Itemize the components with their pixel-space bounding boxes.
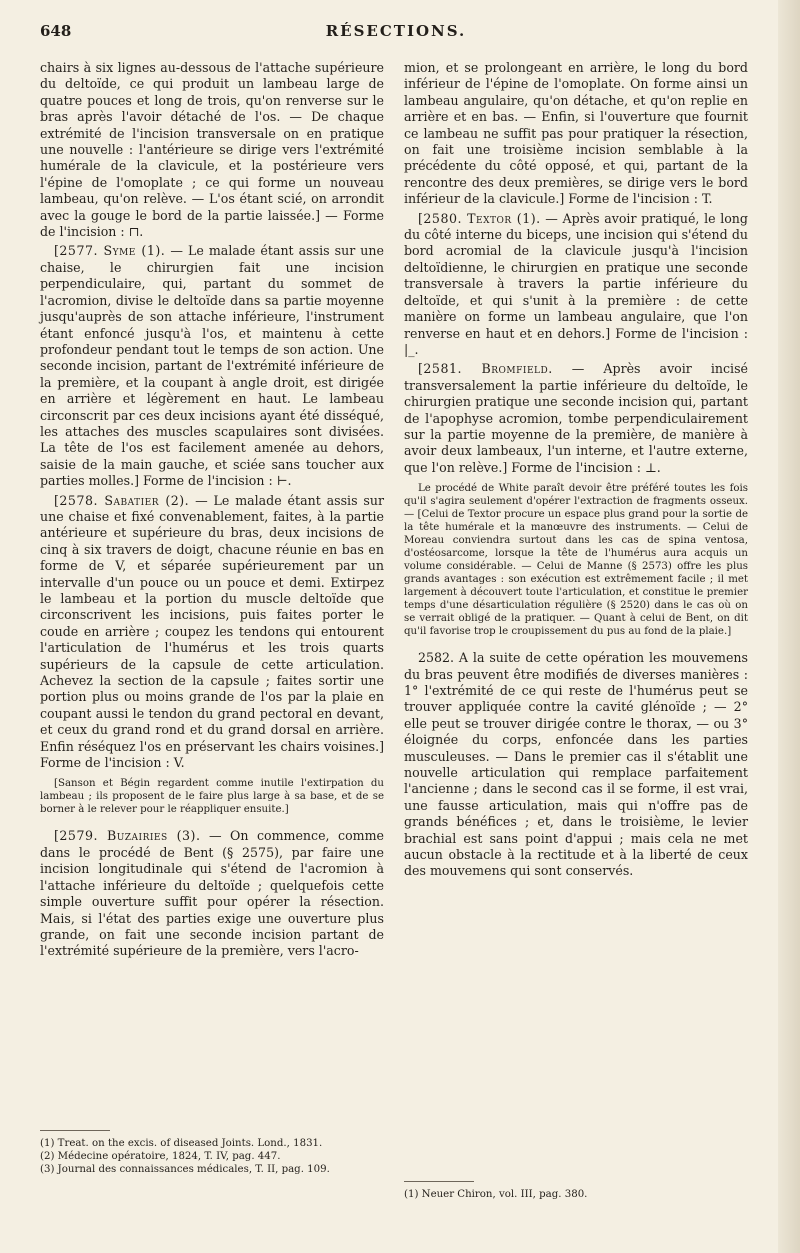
left-column: [40, 60, 384, 963]
footnote-rule: [404, 1181, 474, 1182]
paragraph-continuation-right: mion, et se prolongeant en arrière, le long du bord inférieur de l'épine de l'omoplate. On forme ainsi un lambeau angulaire, qu'on détache, et qu'on replie en arrière et en bas. — Enfin, si l'ouverture que fournit ce lambeau ne suffit pas pour pratiquer la résection, on fait une troisième incision semblable à la précédente du côté opposé, et qui, partant de la rencontre des deux premières, se dirige vers le bord inférieur de la clavicule.] Forme de l'incision : T.: [404, 60, 748, 207]
paragraph-2581: [404, 361, 748, 476]
page-number: 648: [40, 22, 72, 40]
footnotes-right: [404, 1173, 748, 1201]
paragraph-2579: [40, 828, 384, 959]
running-title: RÉSECTIONS.: [325, 22, 467, 40]
note-sanson-begin: [Sanson et Bégin regardent comme inutile l'extirpation du lambeau ; ils proposent de le faire plus large à sa base, et de se borner à le relever pour le réappliquer ensuite.]: [40, 778, 384, 816]
footnote-rule: [40, 1130, 110, 1131]
footnotes-left: [40, 1122, 384, 1176]
author-buzairies: [2579. Buzairies (3).: [54, 828, 201, 844]
author-syme: [2577. Syme (1).: [54, 243, 166, 259]
paragraph-2582: 2582. A la suite de cette opération les mouvemens du bras peuvent être modifiés de diverses manières : 1° l'extrémité de ce qui reste de l'humérus peut se trouver appliquée contre la cavité glénoïde ; — 2° elle peut se trouver dirigée contre le thorax, — ou 3° éloignée du corps, enfoncée dans les parties musculeuses. — Dans le premier cas il s'établit une nouvelle articulation qui remplace parfaitement l'ancienne ; dans le second cas il se forme, il est vrai, une fausse articulation, mais qui n'offre pas de grands bénéfices ; et, dans le troisième, le levier brachial est sans point d'appui ; mais cela ne met aucun obstacle à la rectitude et à la liberté de ceux des mouvemens qui sont conservés.: [404, 650, 748, 879]
footnote: (3) Journal des connaissances médicales, T. II, pag. 109.: [40, 1164, 330, 1175]
author-textor: [2580. Textor (1).: [418, 210, 541, 226]
footnote: (2) Médecine opératoire, 1824, T. IV, pag. 447.: [40, 1151, 281, 1162]
footnote: (1) Neuer Chiron, vol. III, pag. 380.: [404, 1189, 588, 1200]
text-2578: — Le malade étant assis sur une chaise et fixé convenablement, faites, à la partie antérieure et supérieure du bras, deux incisions de cinq à six travers de doigt, chacune réunie en bas en forme de V, et séparée supérieurement par un intervalle d'un pouce ou un pouce et demi. Extirpez le lambeau et la portion du muscle deltoïde que circonscrivent les incisions, puis faites porter le coude en arrière ; coupez les tendons qui entourent l'articulation de l'humérus et les trois quarts supérieurs de la capsule de cette articulation. Achevez la section de la capsule ; faites sortir une portion plus ou moins grande de l'os par la plaie en coupant aussi le tendon du grand pectoral en devant, et ceux du grand rond et du grand dorsal en arrière. Enfin réséquez l'os en préservant les chairs voisines.] Forme de l'incision : V.: [40, 492, 384, 771]
paragraph-continuation: chairs à six lignes au-dessous de l'attache supérieure du deltoïde, ce qui produit un lambeau large de quatre pouces et long de trois, qu'on renverse sur le bras après l'avoir détaché de l'os. — De chaque extrémité de l'incision transversale on en pratique une nouvelle : l'antérieure se dirige vers l'extrémité humérale de la clavicule, et la postérieure vers l'épine de l'omoplate ; ce qui forme un nouveau lambeau, qu'on relève. — L'os étant scié, on arrondit avec la gouge le bord de la partie laissée.] — Forme de l'incision : ⊓.: [40, 60, 384, 240]
text-2580: — Après avoir pratiqué, le long du côté interne du biceps, une incision qui s'étend du bord acromial de la clavicule jusqu'à l'incision deltoïdienne, le chirurgien en pratique une seconde transversale à travers la partie inférieure du deltoïde, et qui s'unit à la première : de cette manière on forme un lambeau angulaire, que l'on renverse en haut et en dehors.] Forme de l'incision : |_.: [404, 210, 748, 357]
page-header: [40, 22, 752, 42]
paragraph-2577: [40, 243, 384, 489]
page-edge: [778, 0, 800, 1253]
author-sabatier: [2578. Sabatier (2).: [54, 492, 190, 508]
author-bromfield: [2581. Bromfield.: [418, 361, 553, 377]
paragraph-2580: [404, 211, 748, 359]
footnote: (1) Treat. on the excis. of diseased Joints. Lond., 1831.: [40, 1138, 323, 1149]
text-2581: — Après avoir incisé transversalement la partie inférieure du deltoïde, le chirurgien pratique une seconde incision qui, partant de l'apophyse acromion, tombe perpendiculairement sur la partie moyenne de la première, de manière à avoir deux lambeaux, l'un interne, et l'autre externe, que l'on relève.] Forme de l'incision : ⊥.: [404, 361, 748, 475]
paragraph-2578: [40, 493, 384, 772]
right-column: [404, 60, 748, 883]
text-2577: — Le malade étant assis sur une chaise, le chirurgien fait une incision perpendiculaire, qui, partant du sommet de l'acromion, divise le deltoïde dans sa partie moyenne jusqu'auprès de son attache inférieure, l'instrument étant enfoncé jusqu'à l'os, et maintenu à cette profondeur pendant tout le temps de son action. Une seconde incision, partant de l'extrémité inférieure de la première, et la coupant à angle droit, est dirigée en arrière et légèrement en haut. Le lambeau circonscrit par ces deux incisions ayant été disséqué, les attaches des muscles scapulaires sont divisées. La tête de l'os est facilement amenée au dehors, saisie de la main gauche, et sciée sans toucher aux parties molles.] Forme de l'incision : ⊢.: [40, 243, 384, 489]
note-procedure-comparison: Le procédé de White paraît devoir être préféré toutes les fois qu'il s'agira seulement d'opérer l'extraction de fragments osseux. — [Celui de Textor procure un espace plus grand pour la sortie de la tête humérale et la manœuvre des instruments. — Celui de Moreau conviendra surtout dans les cas de spina ventosa, d'ostéosarcome, lorsque la tête de l'humérus aura acquis un volume considérable. — Celui de Manne (§ 2573) offre les plus grands avantages : son exécution est extrêmement facile ; il met largement à découvert toute l'articulation, et constitue le premier temps d'une désarticulation régulière (§ 2520) dans le cas où on se verrait obligé de la pratiquer. — Quant à celui de Bent, on dit qu'il favorise trop le croupissement du pus au fond de la plaie.]: [404, 483, 748, 638]
text-2579: — On commence, comme dans le procédé de Bent (§ 2575), par faire une incision longitudinale qui s'étend de l'acromion à l'attache inférieure du deltoïde ; quelquefois cette simple ouverture suffit pour opérer la résection. Mais, si l'état des parties exige une ouverture plus grande, on fait une seconde incision partant de l'extrémité supérieure de la première, vers l'acro-: [40, 828, 384, 959]
